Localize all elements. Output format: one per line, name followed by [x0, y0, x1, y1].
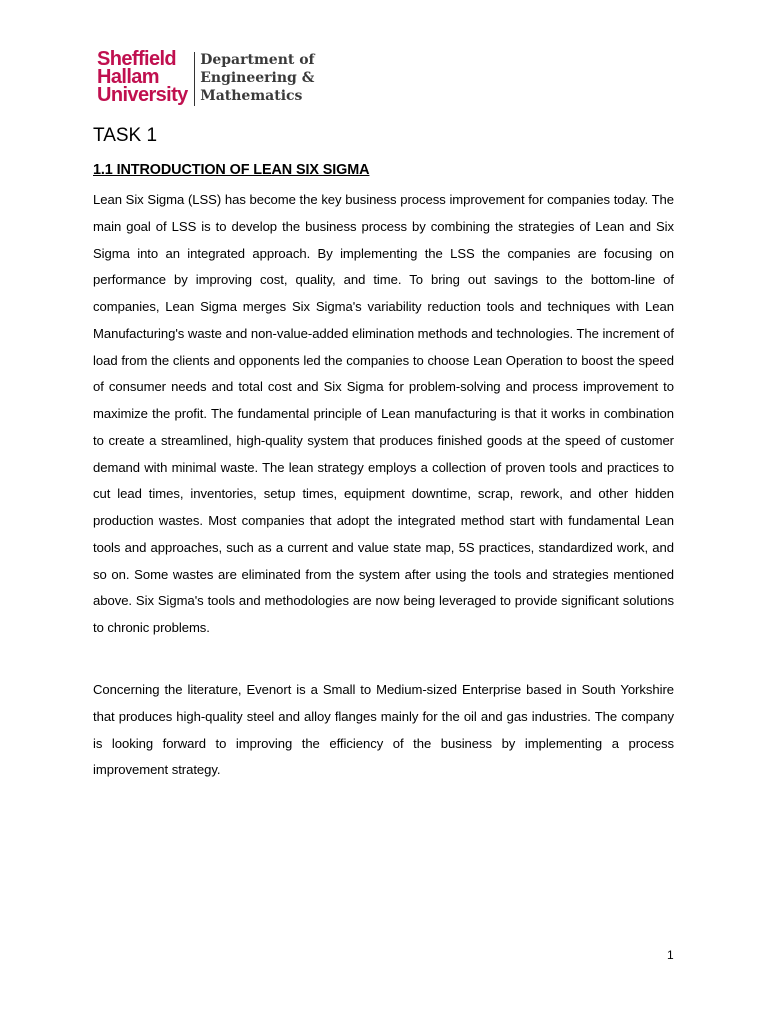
- page-number: 1: [667, 948, 674, 962]
- section-heading: 1.1 INTRODUCTION OF LEAN SIX SIGMA: [93, 162, 370, 178]
- body-paragraph-1: Lean Six Sigma (LSS) has become the key business process improvement for companies today. The main goal of LSS is to develop the business process by combining the strategies of Lean and Six Sigma into an integrated approach. By implementing the LSS the companies are focusing on performance by improving cost, quality, and time. To bring out savings to the bottom-line of companies, Lean Sigma merges Six Sigma's variability reduction tools and techniques with Lean Manufacturing's waste and non-value-added elimination methods and technologies. The increment of load from the clients and opponents led the companies to choose Lean Operation to boost the speed of consumer needs and total cost and Six Sigma for problem-solving and process improvement to maximize the profit. The fundamental principle of Lean manufacturing is that it works in combination to create a streamlined, high-quality system that produces finished goods at the speed of customer demand with minimal waste. The lean strategy employs a collection of proven tools and practices to cut lead times, inventories, setup times, equipment downtime, scrap, rework, and other hidden production wastes. Most companies that adopt the integrated method start with fundamental Lean tools and approaches, such as a current and value state map, 5S practices, standardized work, and so on. Some wastes are eliminated from the system after using the tools and strategies mentioned above. Six Sigma's tools and methodologies are now being leveraged to provide significant solutions to chronic problems.: [93, 192, 674, 635]
- logo-line-university: University: [97, 84, 188, 106]
- dept-line-1: Department of: [200, 52, 315, 68]
- logo-divider: [194, 52, 196, 106]
- university-name: [97, 50, 188, 104]
- department-name: [200, 51, 314, 105]
- dept-line-3: Mathematics: [200, 88, 303, 104]
- logo-line-sheffield: Sheffield: [97, 48, 177, 70]
- logo-line-hallam: Hallam: [97, 66, 159, 88]
- dept-line-2: Engineering &: [200, 70, 315, 86]
- body-paragraph-2: Concerning the literature, Evenort is a Small to Medium-sized Enterprise based in South Yorkshire that produces high-quality steel and alloy flanges mainly for the oil and gas industries. The company is looking forward to improving the efficiency of the business by implementing a process improvement strategy.: [93, 682, 674, 778]
- university-logo: [97, 50, 315, 106]
- task-heading: TASK 1: [93, 125, 158, 146]
